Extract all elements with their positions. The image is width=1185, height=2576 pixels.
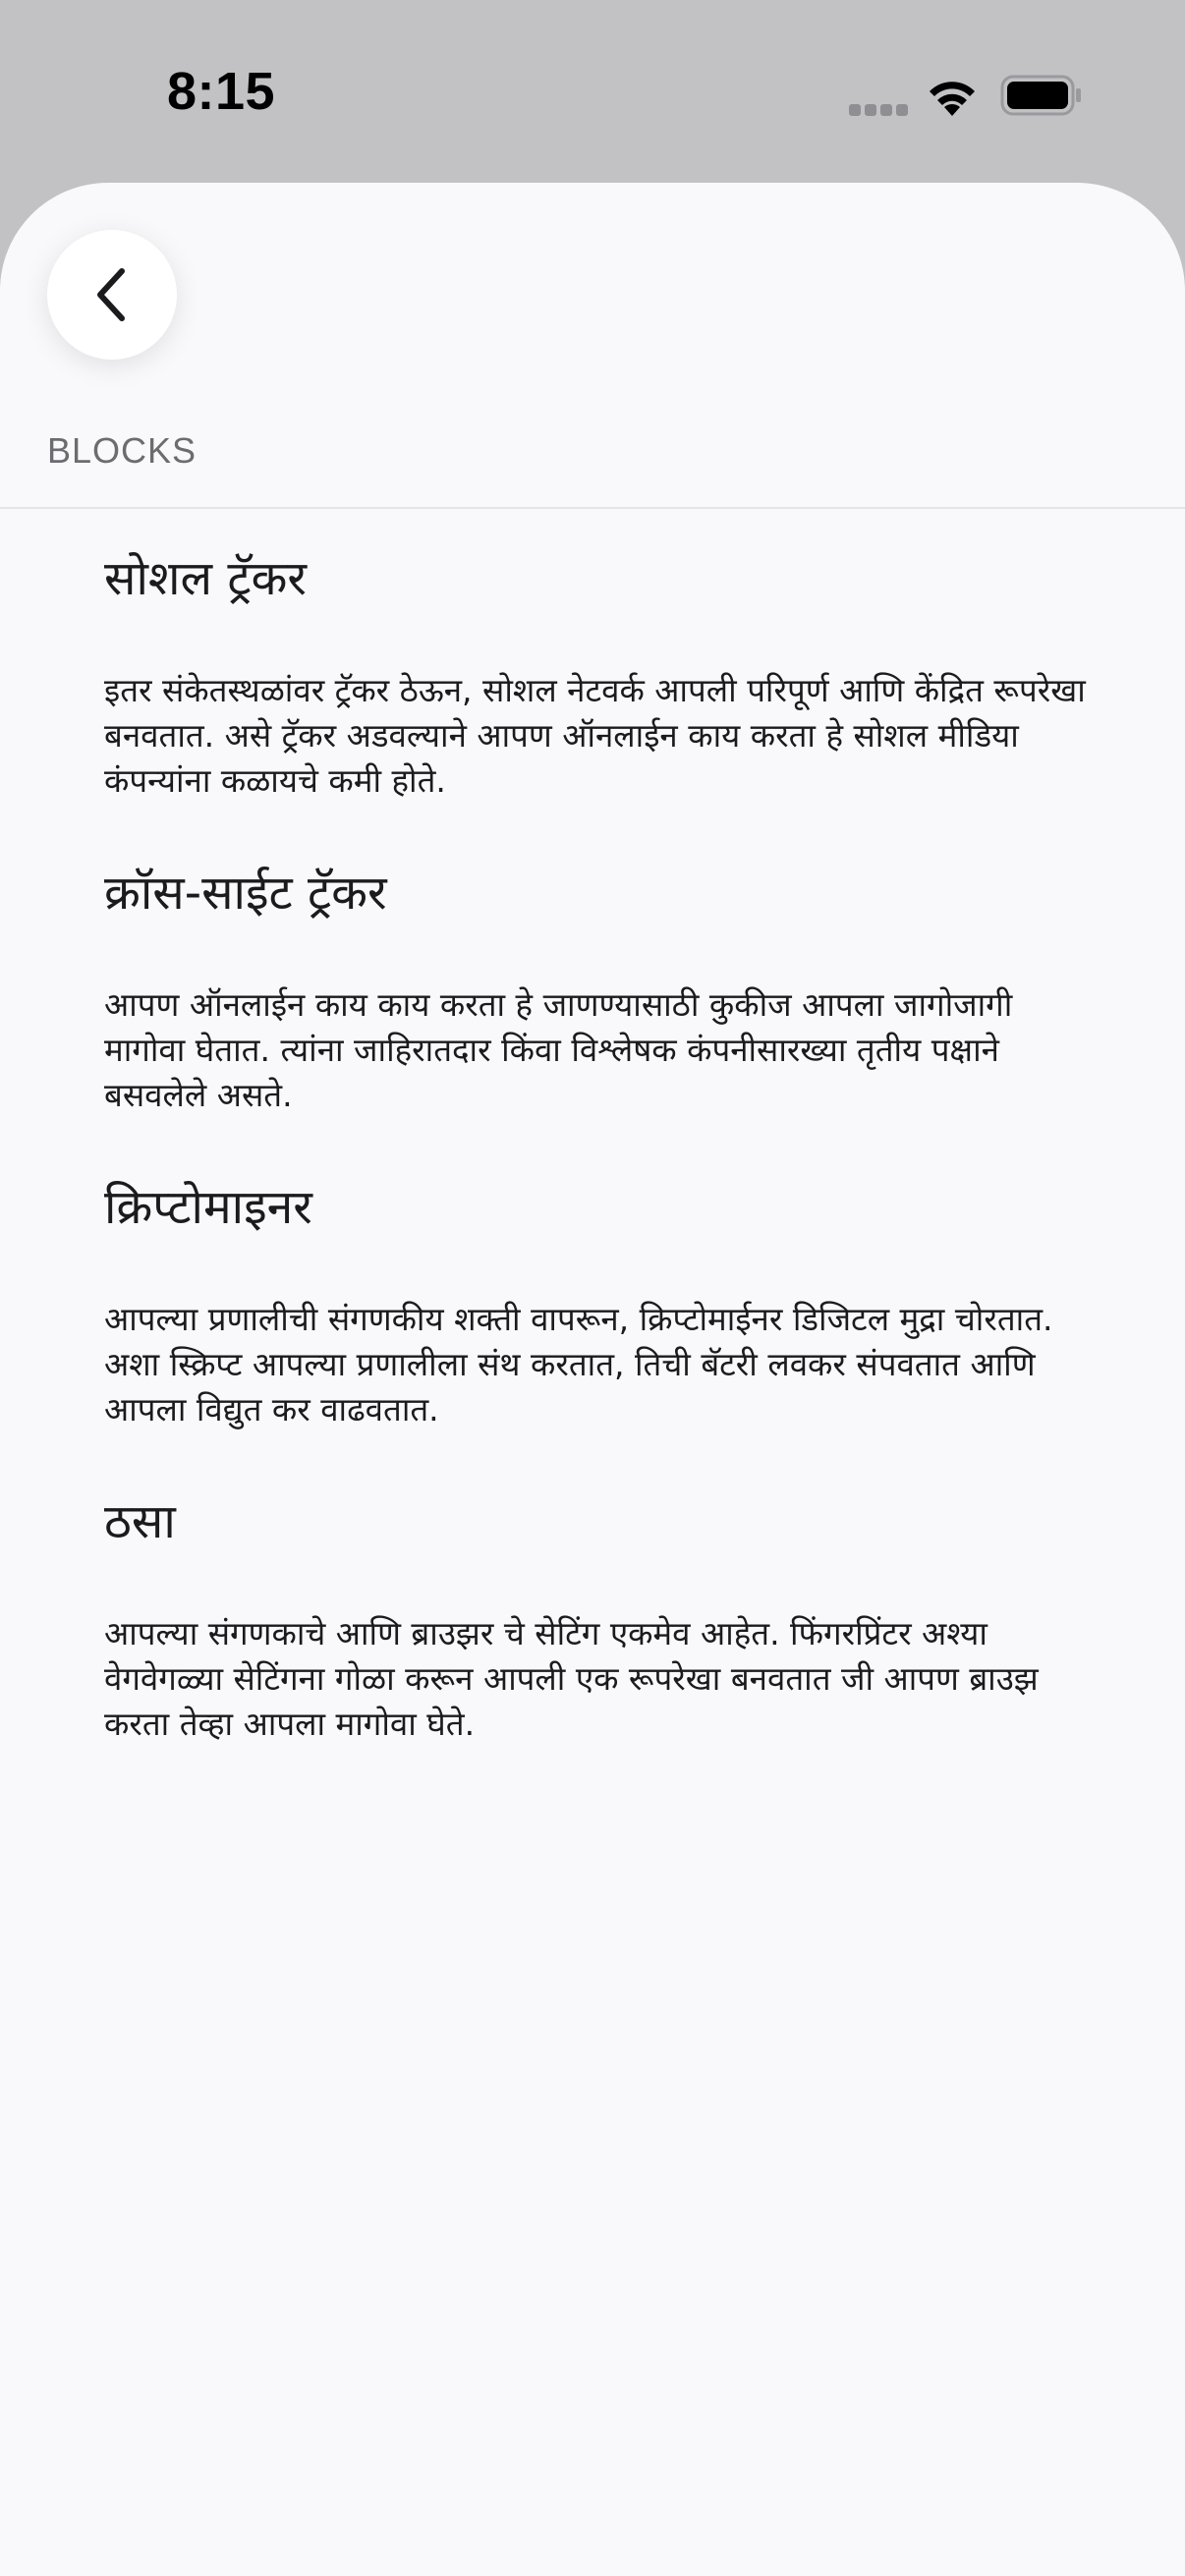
- block-description: आपल्या संगणकाचे आणि ब्राउझर चे सेटिंग एकमेव आहेत. फिंगरप्रिंटर अश्या वेगवेगळ्या सेटिंगना गोळा करून आपली एक रूपरेखा बनवतात जी आपण ब्राउझ करता तेव्हा आपला मागोवा घेते.: [104, 1614, 1039, 1743]
- status-time: 8:15: [167, 62, 276, 121]
- battery-icon: [1000, 75, 1083, 116]
- section-label: BLOCKS: [47, 430, 198, 471]
- block-title: क्रिप्टोमाइनर: [104, 1180, 312, 1235]
- divider: [0, 507, 1185, 509]
- block-item-cross-site-tracker: [104, 863, 1087, 1118]
- blocks-list: [104, 548, 1087, 1747]
- block-item-cryptominer: [104, 1177, 1087, 1432]
- block-item-social-tracker: [104, 548, 1087, 804]
- cellular-signal-icon: [849, 104, 908, 116]
- block-title: ठसा: [104, 1494, 176, 1549]
- status-bar: [0, 0, 1185, 183]
- block-description: आपण ऑनलाईन काय काय करता हे जाणण्यासाठी कुकीज आपला जागोजागी मागोवा घेतात. त्यांना जाहिरातदार किंवा विश्लेषक कंपनीसारख्या तृतीय पक्षाने बसवलेले असते.: [104, 985, 1013, 1114]
- chevron-left-icon: [90, 265, 134, 324]
- block-title: सोशल ट्रॅकर: [104, 551, 308, 606]
- block-description: इतर संकेतस्थळांवर ट्रॅकर ठेऊन, सोशल नेटवर्क आपली परिपूर्ण आणि केंद्रित रूपरेखा बनवतात. असे ट्रॅकर अडवल्याने आपण ऑनलाईन काय करता हे सोशल मीडिया कंपन्यांना कळायचे कमी होते.: [104, 671, 1086, 800]
- block-item-fingerprinter: [104, 1491, 1087, 1747]
- block-title: क्रॉस-साईट ट्रॅकर: [104, 866, 387, 921]
- back-button[interactable]: [47, 230, 177, 360]
- block-description: आपल्या प्रणालीची संगणकीय शक्ती वापरून, क्रिप्टोमाईनर डिजिटल मुद्रा चोरतात. अशा स्क्रिप्ट आपल्या प्रणालीला संथ करतात, तिची बॅटरी लवकर संपवतात आणि आपला विद्युत कर वाढवतात.: [104, 1300, 1053, 1428]
- blocks-sheet: [0, 183, 1185, 2576]
- wifi-icon: [926, 75, 979, 116]
